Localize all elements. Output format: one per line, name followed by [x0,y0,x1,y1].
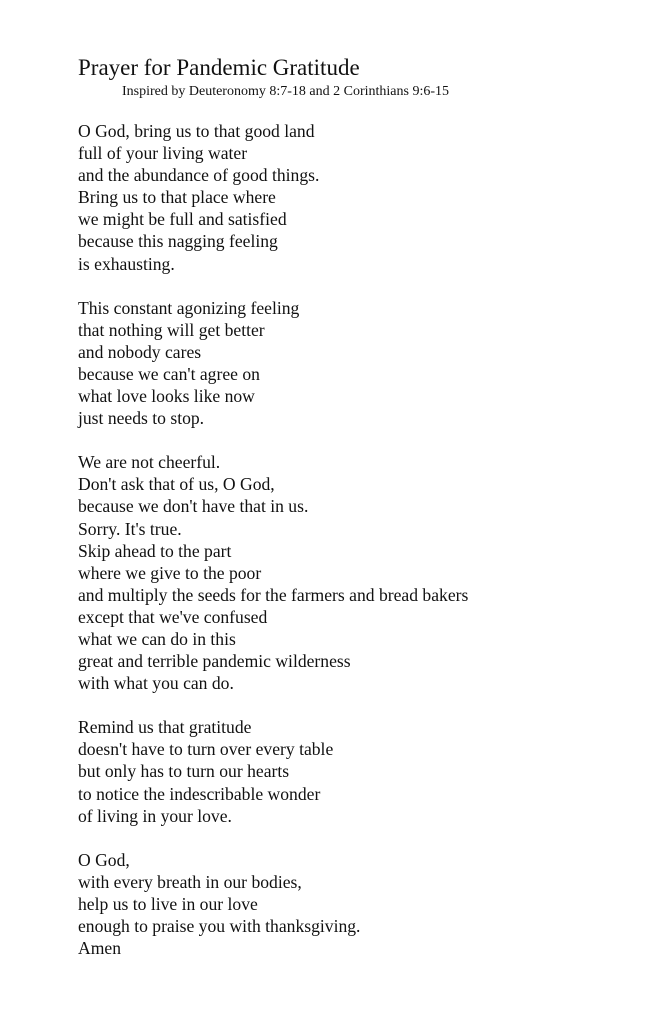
poem-line: O God, bring us to that good land [78,121,315,141]
poem-line: We are not cheerful. [78,452,221,473]
poem-line: with every breath in our bodies, [78,871,302,892]
poem-line: Amen [78,938,121,959]
stanza [78,716,638,826]
poem-line: is exhausting. [78,253,175,274]
document-page [78,54,638,981]
poem-line: enough to praise you with thanksgiving. [78,916,361,936]
poem-line: help us to live in our love [78,893,258,914]
poem-line: where we give to the poor [78,562,262,583]
poem-line: what we can do in this [78,628,236,649]
stanza [78,120,638,275]
poem-line: we might be full and satisfied [78,209,287,230]
poem-line: with what you can do. [78,673,234,694]
poem-body [78,120,638,959]
poem-line: just needs to stop. [78,408,205,429]
poem-line: great and terrible pandemic wilderness [78,651,351,672]
poem-line: but only has to turn our hearts [78,761,290,782]
stanza [78,451,638,694]
poem-line: except that we've confused [78,606,268,627]
poem-line: because we don't have that in us. [78,496,309,517]
document-subtitle: Inspired by Deuteronomy 8:7-18 and 2 Corinthians 9:6-15 [122,84,450,99]
poem-line: Sorry. It's true. [78,518,182,539]
poem-line: and nobody cares [78,341,202,362]
poem-line: what love looks like now [78,386,255,407]
poem-line: doesn't have to turn over every table [78,739,334,760]
poem-line: to notice the indescribable wonder [78,783,321,804]
poem-line: and multiply the seeds for the farmers and bread bakers [78,584,469,605]
poem-line: of living in your love. [78,805,232,826]
poem-line: Don't ask that of us, O God, [78,474,275,495]
poem-line: O God, [78,849,130,870]
poem-line: that nothing will get better [78,319,265,340]
poem-line: Remind us that gratitude [78,717,252,738]
poem-line: Bring us to that place where [78,187,276,208]
poem-line: Skip ahead to the part [78,540,232,561]
document-title: Prayer for Pandemic Gratitude [78,55,360,80]
stanza [78,849,638,959]
poem-line: because we can't agree on [78,363,260,384]
poem-line: because this nagging feeling [78,231,278,252]
stanza [78,297,638,430]
poem-line: This constant agonizing feeling [78,297,300,318]
poem-line: and the abundance of good things. [78,165,320,186]
poem-line: full of your living water [78,143,248,164]
